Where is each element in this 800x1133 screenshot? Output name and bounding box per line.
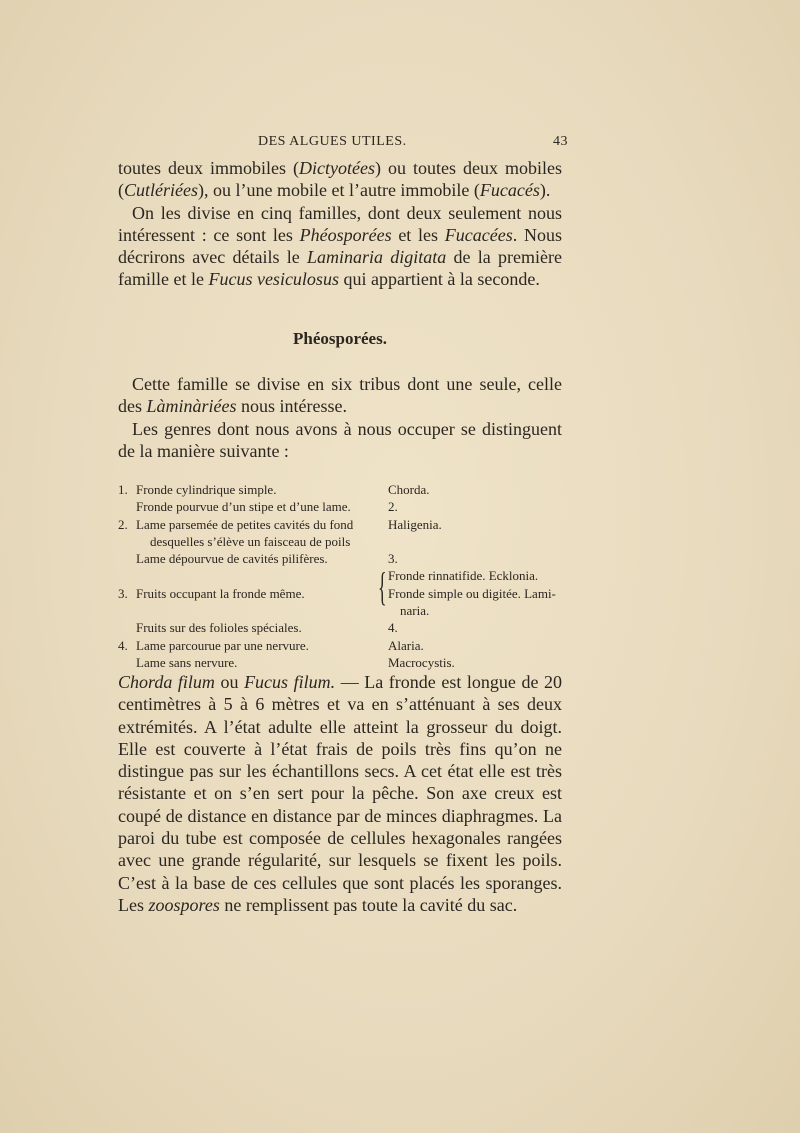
family-paragraph-2: Les genres dont nous avons à nous occuper se distinguent de la manière suivante :	[118, 418, 562, 461]
family-paragraph-1: Cette famille se divise en six tribus dont une seule, celle des Làminàriées nous intéresse.	[118, 374, 562, 417]
key-row: Fruits sur des folioles spéciales. 4.	[136, 620, 398, 636]
key-row: Fronde pourvue d’un stipe et d’une lame. 2.	[136, 499, 398, 515]
identification-key	[118, 481, 568, 671]
key-row: 1. Fronde cylindrique simple. Chorda.	[118, 482, 430, 497]
chorda-text	[118, 671, 562, 916]
chorda-paragraph: Chorda filum ou Fucus filum. — La fronde est longue de 20 centimètres à 5 à 6 mètres et va en s’atténuant à ses deux extrémités. A l’état adulte elle atteint la grosseur du doigt. Elle est couverte à l’état frais de poils très fins qu’on ne distingue pas sur les échantillons secs. A cet état elle est très résistante et on s’en sert pour la pêche. Son axe creux est coupé de distance en distance par de minces diaphragmes. La paroi du tube est composée de cellules hexagonales rangées avec une grande régularité, sur lesquels se fixent les poils. C’est à la base de ces cellules que sont placés les sporanges. Les zoospores ne remplissent pas toute la cavité du sac.	[118, 672, 563, 915]
key-row: 2. Lame parsemée de petites cavités du fond Haligenia.	[118, 516, 442, 532]
key-row: 3. Fruits occupant la fronde même. Fronde simple ou digitée. Lami-	[118, 585, 556, 601]
family-text	[118, 373, 562, 462]
section-heading: Phéosporées.	[293, 329, 387, 348]
key-row: 4. Lame parcourue par une nervure. Alaria.	[118, 637, 424, 653]
key-row: Fronde rinnatifide. Ecklonia.	[388, 568, 539, 584]
key-row: naria.	[400, 603, 430, 619]
running-title: DES ALGUES UTILES.	[258, 134, 407, 149]
intro-paragraph: On les divise en cinq familles, dont deux seulement nous intéressent : ce sont les Phéosporées et les Fucacées. Nous décrirons avec détails le Laminaria digitata de la première famille et le Fucus vesiculosus qui appartient à la seconde.	[118, 202, 563, 290]
intro-line: toutes deux immobiles (Dictyotées) ou toutes deux mobiles (Cutlériées), ou l’une mobile et l’autre immobile (Fucacés).	[118, 158, 562, 201]
page-number: 43	[553, 134, 568, 149]
key-row: desquelles s’élève un faisceau de poils	[150, 533, 351, 549]
brace-icon: {	[378, 564, 387, 609]
key-row: Lame dépourvue de cavités pilifères. 3.	[136, 551, 398, 567]
intro-text	[118, 157, 562, 291]
key-row: Lame sans nervure. Macrocystis.	[136, 654, 455, 670]
